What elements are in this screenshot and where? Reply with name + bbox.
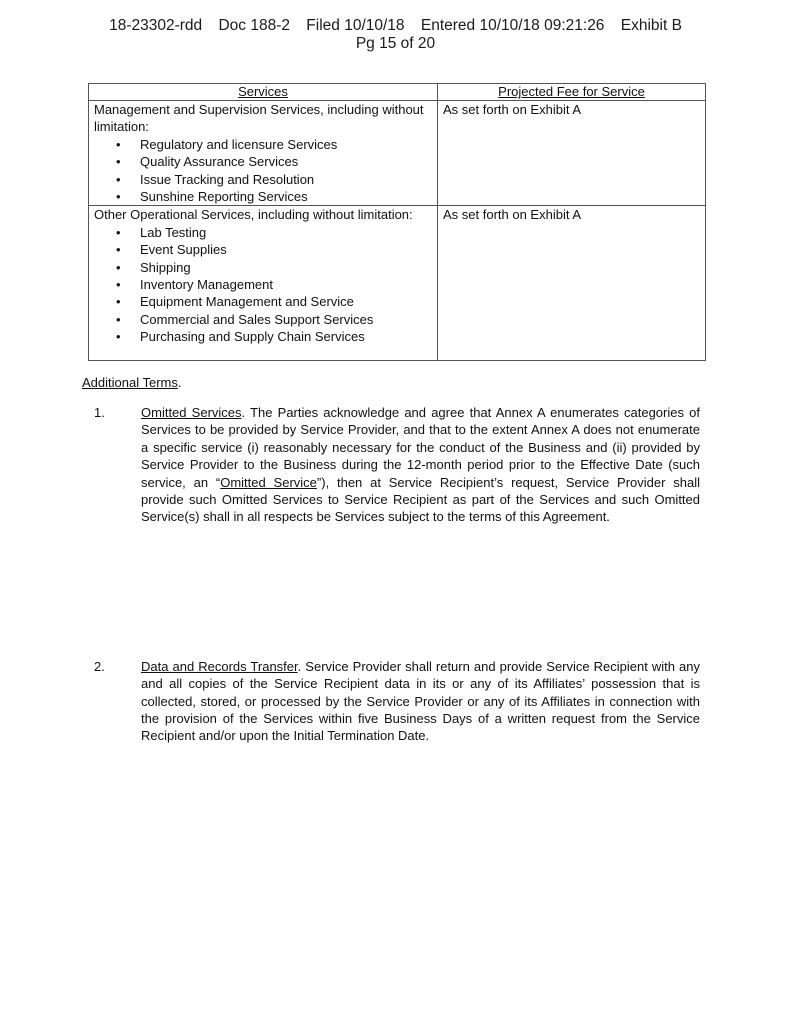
list-item: • Sunshine Reporting Services bbox=[116, 188, 432, 205]
case-number: 18-23302-rdd bbox=[109, 17, 203, 34]
defined-term: Omitted Service bbox=[220, 474, 317, 490]
list-item: • Inventory Management bbox=[116, 276, 432, 293]
service-cell bbox=[89, 206, 438, 360]
list-item: • Event Supplies bbox=[116, 241, 432, 258]
additional-terms-heading: Additional Terms. bbox=[82, 375, 182, 390]
list-item: • Regulatory and licensure Services bbox=[116, 136, 432, 153]
term-item bbox=[82, 404, 700, 526]
list-item: • Commercial and Sales Support Services bbox=[116, 311, 432, 328]
service-title: Management and Supervision Services, including without limitation: bbox=[94, 102, 424, 135]
header-services: Services bbox=[89, 84, 438, 101]
page-number: Pg 15 of 20 bbox=[355, 35, 436, 52]
header-fee: Projected Fee for Service bbox=[438, 84, 706, 101]
filed-date: Filed 10/10/18 bbox=[306, 17, 405, 34]
table-row bbox=[89, 206, 706, 360]
list-item: • Purchasing and Supply Chain Services bbox=[116, 328, 432, 345]
entered-date: Entered 10/10/18 09:21:26 bbox=[420, 17, 605, 34]
fee-cell: As set forth on Exhibit A bbox=[438, 101, 706, 206]
document-header bbox=[0, 17, 791, 53]
term-number: 1. bbox=[94, 405, 105, 420]
list-item: • Issue Tracking and Resolution bbox=[116, 171, 432, 188]
service-list bbox=[94, 136, 432, 206]
list-item: • Shipping bbox=[116, 259, 432, 276]
services-table bbox=[88, 83, 706, 361]
fee-cell: As set forth on Exhibit A bbox=[438, 206, 706, 360]
exhibit-label: Exhibit B bbox=[620, 17, 682, 34]
list-item: • Equipment Management and Service bbox=[116, 293, 432, 310]
service-cell bbox=[89, 101, 438, 206]
table-row bbox=[89, 101, 706, 206]
term-number: 2. bbox=[94, 658, 105, 674]
list-item: • Quality Assurance Services bbox=[116, 153, 432, 170]
list-item: • Lab Testing bbox=[116, 224, 432, 241]
filing-stamp bbox=[0, 17, 791, 35]
doc-number: Doc 188-2 bbox=[218, 17, 290, 34]
term-body: Omitted Services. The Parties acknowledge and agree that Annex A enumerates categories of Services to be provided by Service Provider, and that to the extent Annex A does not enumerate a specific service (i) reasonably necessary for the conduct of the Business and (ii) provided by Service Provider to the Business during the 12-month period prior to the Effective Date (such service, an “Omitted Service”), then at Service Recipient’s request, Service Provider shall provide such Omitted Services to Service Recipient as part of the Services and such Omitted Service(s) shall in all respects be Services subject to the terms of this Agreement. bbox=[141, 405, 700, 525]
term-item bbox=[82, 658, 700, 745]
table-header-row bbox=[89, 84, 706, 101]
service-list bbox=[94, 224, 432, 346]
term-title: Data and Records Transfer bbox=[141, 658, 298, 674]
term-body: Data and Records Transfer. Service Provider shall return and provide Service Recipient with any and all copies of the Service Recipient data in its or any of its Affiliates’ possession that is collected, stored, or processed by the Service Provider or any of its Affiliates in connection with the provision of the Services within five Business Days of a written request from the Service Recipient and/or upon the Initial Termination Date. bbox=[141, 658, 701, 744]
service-title: Other Operational Services, including without limitation: bbox=[94, 207, 413, 223]
term-title: Omitted Services bbox=[141, 405, 242, 420]
